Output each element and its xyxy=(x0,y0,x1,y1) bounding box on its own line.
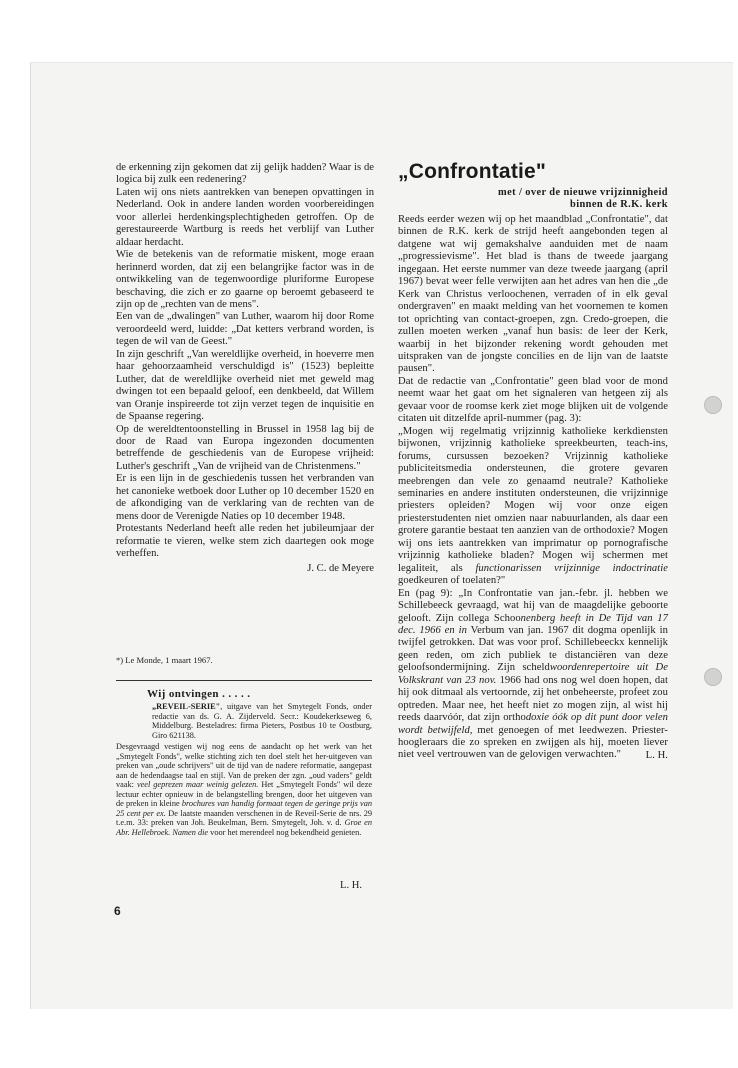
article-text: 1966 had ons nog wel doen hopen, dat hij ook ditmaal als vertoornde, zij het onbeheerste, profeet zou optreden. Maar nee, het heeft niet zo mogen zijn, al wist hij reeds daarvóór, dat zijn ortho xyxy=(398,674,668,724)
punch-hole-top xyxy=(704,396,722,414)
article-subtitle xyxy=(454,187,668,211)
article-text: Verbum van jan. 1967 dit dogma openlijk in twijfel getrokken. Dat was voor prof. Schillebeeckx kennelijk geen reden, om zich publiek te distanciëren van deze geloofsondermijning. Zijn scheld xyxy=(398,624,668,674)
notice-item-1-title: „REVEIL-SERIE" xyxy=(152,702,221,711)
article-text: „Mogen wij regelmatig vrijzinnig katholieke kerkdiensten bijwonen, vrijzinnig katholieke spreekbeurten, teach-ins, forums, cursussen bezoeken? Vrijzinnig katholieke publiciteitsmedia ondersteunen, die grotere gevaren meebrengen dan vele zo genaamd neutrale? Katholieke seminaries en andere instituten ondersteunen, die vrijzinnige priesters opleiden? Mogen wij voor onze eigen priesterstudenten niet omzien naar nabuurlanden, als daar een grotere garantie bestaat ten aanzien van de orthodoxie? Mogen wij ons iets aantrekken van imprimatur op pornografische vrijzinnig katholieke bladen? Mogen wij schermen met legaliteit, als xyxy=(398,425,668,574)
divider-rule xyxy=(116,680,372,681)
page-number: 6 xyxy=(114,904,121,918)
article-italic: functionarissen vrijzinnige indoctrinatie xyxy=(475,562,669,574)
notice-item-1-text: , uitgave van het Smytegelt Fonds, onder redactie van ds. G. A. Zijderveld. Secr.: Koudekerkseweg 6, Middelburg. Besteladres: firma Pieters, Postbus 10 te Oostburg, Giro 621138. xyxy=(152,702,372,740)
left-paragraph: In zijn geschrift „Van wereldlijke overheid, in hoeverre men haar gehoorzaamheid verschuldigd is" (1523) bepleitte Luther, dat de wereldlijke overheid niet met geweld mag dwingen tot een bepaald geloof, een denkbeeld, dat Willem van Oranje inspireerde tot zijn verzet tegen de inquisitie en de Spaanse regering. xyxy=(116,348,374,423)
article-text: met genoegen of met leedwezen. Priester-hoogleraars die zo spreken en zwijgen als hij, moeten liever niet veel vertrouwen van de gelovigen verwachten." xyxy=(398,724,669,761)
notice-text: Desgevraagd vestigen wij nog eens de aandacht op het werk van het „Smytegelt Fonds", welke stichting zich ten doel stelt het her-uitgeven van preken van „oude schrijvers" uit de tijd van de nadere reformatie, aangepast aan de hedendaagse taal en stijl. Van de preken der zgn. „oud vaders" geldt vaak: xyxy=(116,742,372,789)
punch-hole-bottom xyxy=(704,668,722,686)
footnote: *) Le Monde, 1 maart 1967. xyxy=(116,655,213,665)
left-paragraph: Op de wereldtentoonstelling in Brussel in 1958 lag bij de door de Raad van Europa ingezonden documenten betreffende de geschiedenis van de Europese vrijheid: Luther's geschrift „Van de vrijheid van de Christenmens." xyxy=(116,423,374,472)
left-paragraph: Wie de betekenis van de reformatie miskent, moge eraan herinnerd worden, dat zij een belangrijke factor was in de ontwikkeling van de tegenwoordige pluriforme Europese beschaving, die zich er zo gaarne op beroemt gebaseerd te zijn op de „rechten van de mens". xyxy=(116,249,374,310)
notice-item-2 xyxy=(116,742,372,837)
article-paragraph-3 xyxy=(398,426,668,588)
notice-signature: L. H. xyxy=(340,880,363,891)
notice-text: voor het merendeel nog bekendheid genieten. xyxy=(208,827,362,837)
left-paragraph: Een van de „dwalingen" van Luther, waarom hij door Rome veroordeeld werd, luidde: „Dat ketters verbrand worden, is tegen de wil van de Geest." xyxy=(116,311,374,348)
notice-italic: brochures van handig formaat tegen de geringe prijs van 25 cent per ex. xyxy=(116,799,372,818)
article-paragraph-4 xyxy=(398,588,668,762)
left-paragraph: Laten wij ons niets aantrekken van benepen opvattingen in Nederland. Ook in andere landen worden voorbereidingen voor allerlei herdenkingsplechtigheden getroffen. Op de gerestaureerde Wartburg is reeds het verblijf van Luther aldaar herdacht. xyxy=(116,186,374,248)
left-signature: J. C. de Meyere xyxy=(307,562,374,574)
notice-item-1 xyxy=(152,702,372,740)
notice-heading: Wij ontvingen . . . . . xyxy=(147,688,251,700)
notice-text: Het „Smytegelt Fonds" wil deze lectuur echter opnieuw in de belangstelling brengen, door het uitgeven van de preken in kleine xyxy=(116,780,372,808)
article-italic: nenberg heeft in De Tijd van 17 dec. 1966 en in xyxy=(398,612,668,636)
article-text: En (pag 9): „In Confrontatie van jan.-febr. jl. hebben we Schillebeeck gevraagd, wat hij van de maagdelijke geboorte gelooft. Zijn collega Schoo xyxy=(398,587,668,624)
notice-italic: veel geprezen maar weinig gelezen. xyxy=(136,780,259,789)
left-paragraph: Protestants Nederland heeft alle reden het jubileumjaar der reformatie te vieren, welke stem zich daartegen ook moge verheffen. xyxy=(116,523,374,560)
left-paragraph: de erkenning zijn gekomen dat zij gelijk hadden? Waar is de logica bij zulk een redenering? xyxy=(116,162,374,186)
article-italic: woordenrepertoire uit De Volkskrant van 23 nov. xyxy=(398,662,669,686)
left-paragraph: Er is een lijn in de geschiedenis tussen het verbranden van het canonieke wetboek door Luther op 10 december 1520 en de afkondiging van de verklaring van de rechten van de mens door de Verenigde Naties op 10 december 1948. xyxy=(116,473,374,522)
notice-text: De laatste maanden verschenen in de Reveil-Serie de nrs. 29 t.e.m. 33: preken van Joh. Beukelman, Bern. Smytegelt, Joh. v. d. xyxy=(116,808,372,827)
article-paragraph-2: Dat de redactie van „Confrontatie" geen blad voor de mond neemt waar het gaat om het signaleren van hetgeen zij als gevaar voor de roomse kerk ziet moge blijken uit de volgende citaten uit ditzelfde april-nummer (pag. 3): xyxy=(398,375,668,425)
notice-italic: Groe en Abr. Hellebroek. Namen die xyxy=(116,818,372,837)
left-column xyxy=(116,162,374,575)
article-signature: L. H. xyxy=(645,749,668,761)
article-italic: doxie óók op dit punt door velen wordt betwijfeld, xyxy=(398,712,668,736)
article-text: goedkeuren of toelaten?" xyxy=(398,575,506,587)
right-column xyxy=(398,214,668,762)
article-title: „Confrontatie" xyxy=(398,160,547,183)
article-subtitle-line-2: binnen de R.K. kerk xyxy=(570,199,668,210)
article-paragraph-1: Reeds eerder wezen wij op het maandblad „Confrontatie", dat binnen de R.K. kerk de strijd heeft aangebonden tegen al datgene wat wij gemakshalve aanduiden met de naam „progressievisme". Het blad is thans de tweede jaargang ingegaan. Het eerste nummer van deze tweede jaargang (april 1967) bevat weer felle verwijten aan het adres van hen die „de Kerk van Christus verloochenen, verraden of in elk geval ondergraven" en maakt melding van het voornemen te komen tot oprichting van contact-groepen, zgn. Credo-groepen, die zullen moeten werken „vanaf hun basis: de leer der Kerk, waarbij in het bijzonder rekening wordt gehouden met uitspraken van de jongste concilies en de lijn van de laatste pausen". xyxy=(398,214,668,375)
article-subtitle-line-1: met / over de nieuwe vrijzinnigheid xyxy=(498,187,668,198)
